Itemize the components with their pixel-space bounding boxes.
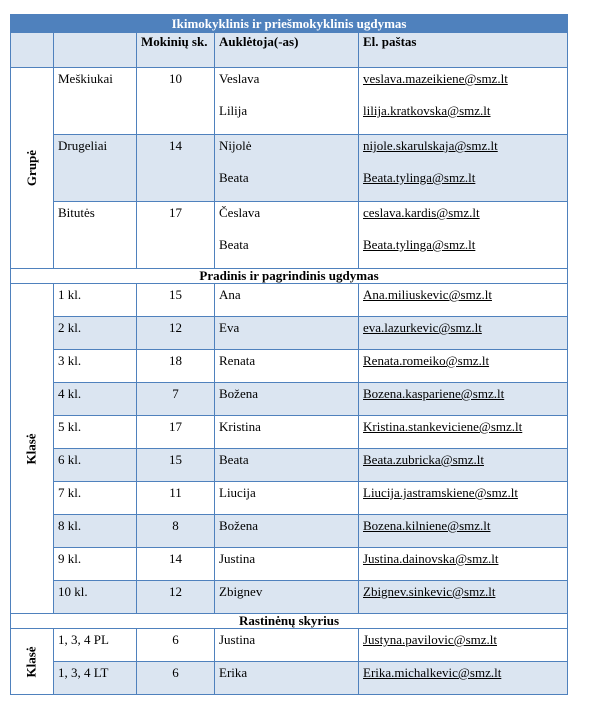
email-cell <box>359 449 568 482</box>
group-side-label <box>11 68 54 269</box>
student-count: 8 <box>137 515 215 548</box>
table-row <box>11 202 568 269</box>
student-count: 6 <box>137 662 215 695</box>
student-count: 11 <box>137 482 215 515</box>
email-cell <box>359 383 568 416</box>
email-cell <box>359 350 568 383</box>
table-row <box>11 662 568 695</box>
student-count: 12 <box>137 317 215 350</box>
table-row <box>11 383 568 416</box>
table-header-row <box>11 33 568 68</box>
class-name: 3 kl. <box>54 350 137 383</box>
table-row <box>11 482 568 515</box>
email-line <box>363 237 563 252</box>
section-title-text: Ikimokyklinis ir priešmokyklinis ugdymas <box>11 15 568 33</box>
email-link[interactable]: Zbignev.sinkevic@smz.lt <box>363 584 496 599</box>
class-name: 1 kl. <box>54 284 137 317</box>
table-row <box>11 416 568 449</box>
class-name: 9 kl. <box>54 548 137 581</box>
email-cell <box>359 135 568 202</box>
group-name: Bitutės <box>54 202 137 269</box>
section-title-text: Rastinėnų skyrius <box>11 614 568 629</box>
email-link[interactable]: Justina.dainovska@smz.lt <box>363 551 499 566</box>
email-link[interactable]: nijole.skarulskaja@smz.lt <box>363 138 498 153</box>
class-name: 4 kl. <box>54 383 137 416</box>
email-cell <box>359 284 568 317</box>
email-cell <box>359 629 568 662</box>
student-count: 14 <box>137 135 215 202</box>
table-row <box>11 68 568 135</box>
email-link[interactable]: lilija.kratkovska@smz.lt <box>363 103 491 118</box>
email-link[interactable]: Beata.zubricka@smz.lt <box>363 452 484 467</box>
teacher-name: Ana <box>215 284 359 317</box>
teacher-name: Česlava <box>219 205 261 220</box>
teacher-name: Beata <box>215 449 359 482</box>
class-side-label <box>11 284 54 614</box>
class-name: 2 kl. <box>54 317 137 350</box>
email-link[interactable]: Kristina.stankeviciene@smz.lt <box>363 419 523 434</box>
email-link[interactable]: Liucija.jastramskiene@smz.lt <box>363 485 518 500</box>
email-cell <box>359 202 568 269</box>
class-name: 7 kl. <box>54 482 137 515</box>
email-cell <box>359 482 568 515</box>
table-row <box>11 581 568 614</box>
email-line <box>363 205 563 237</box>
student-count: 7 <box>137 383 215 416</box>
teacher-name: Božena <box>215 515 359 548</box>
email-line <box>363 71 563 103</box>
header-students: Mokinių sk. <box>137 33 215 68</box>
student-count: 15 <box>137 449 215 482</box>
side-label: Grupė <box>24 149 39 187</box>
table-row <box>11 629 568 662</box>
teacher-name: Lilija <box>219 103 248 118</box>
table-row <box>11 515 568 548</box>
teacher-cell <box>215 135 359 202</box>
student-count: 15 <box>137 284 215 317</box>
email-cell <box>359 68 568 135</box>
teacher-name: Božena <box>215 383 359 416</box>
student-count: 10 <box>137 68 215 135</box>
email-cell <box>359 581 568 614</box>
student-count: 18 <box>137 350 215 383</box>
student-count: 17 <box>137 416 215 449</box>
header-email: El. paštas <box>359 33 568 68</box>
teacher-name: Justina <box>215 548 359 581</box>
teacher-name: Renata <box>215 350 359 383</box>
teacher-name: Beata <box>219 237 249 252</box>
student-count: 12 <box>137 581 215 614</box>
teacher-name: Veslava <box>219 71 260 86</box>
side-label: Klasė <box>24 645 39 678</box>
student-count: 14 <box>137 548 215 581</box>
email-link[interactable]: Beata.tylinga@smz.lt <box>363 170 476 185</box>
class-name: 5 kl. <box>54 416 137 449</box>
email-cell <box>359 548 568 581</box>
email-link[interactable]: eva.lazurkevic@smz.lt <box>363 320 482 335</box>
class-name: 6 kl. <box>54 449 137 482</box>
student-count: 17 <box>137 202 215 269</box>
group-name: Meškiukai <box>54 68 137 135</box>
email-cell <box>359 662 568 695</box>
email-link[interactable]: Bozena.kilniene@smz.lt <box>363 518 491 533</box>
class-name: 1, 3, 4 PL <box>54 629 137 662</box>
group-name: Drugeliai <box>54 135 137 202</box>
table-row <box>11 449 568 482</box>
email-link[interactable]: Bozena.kaspariene@smz.lt <box>363 386 505 401</box>
email-line <box>363 138 563 170</box>
teacher-cell <box>215 202 359 269</box>
branch-side-label <box>11 629 54 695</box>
section-title-text: Pradinis ir pagrindinis ugdymas <box>11 269 568 284</box>
teacher-name: Liucija <box>215 482 359 515</box>
section-title-preschool <box>11 15 568 33</box>
email-link[interactable]: Renata.romeiko@smz.lt <box>363 353 490 368</box>
header-teacher: Auklėtoja(-as) <box>215 33 359 68</box>
teacher-cell <box>215 68 359 135</box>
teacher-name: Erika <box>215 662 359 695</box>
teacher-name: Beata <box>219 170 249 185</box>
email-cell <box>359 416 568 449</box>
header-group <box>54 33 137 68</box>
email-line <box>363 103 563 118</box>
class-name: 8 kl. <box>54 515 137 548</box>
teacher-name: Kristina <box>215 416 359 449</box>
teacher-name: Nijolė <box>219 138 252 153</box>
teacher-name: Zbignev <box>215 581 359 614</box>
table-row <box>11 317 568 350</box>
table-row <box>11 548 568 581</box>
email-link[interactable]: Ana.miliuskevic@smz.lt <box>363 287 492 302</box>
table-row <box>11 284 568 317</box>
table-row <box>11 350 568 383</box>
email-link[interactable]: Beata.tylinga@smz.lt <box>363 237 476 252</box>
student-count: 6 <box>137 629 215 662</box>
teacher-name: Eva <box>215 317 359 350</box>
header-blank <box>11 33 54 68</box>
table-row <box>11 135 568 202</box>
section-title-primary <box>11 269 568 284</box>
email-line <box>363 170 563 185</box>
email-link[interactable]: veslava.mazeikiene@smz.lt <box>363 71 508 86</box>
email-cell <box>359 515 568 548</box>
section-title-branch <box>11 614 568 629</box>
class-name: 10 kl. <box>54 581 137 614</box>
class-name: 1, 3, 4 LT <box>54 662 137 695</box>
email-link[interactable]: ceslava.kardis@smz.lt <box>363 205 480 220</box>
teacher-name: Justina <box>215 629 359 662</box>
class-teachers-table <box>10 14 568 695</box>
email-link[interactable]: Justyna.pavilovic@smz.lt <box>363 632 498 647</box>
email-cell <box>359 317 568 350</box>
email-link[interactable]: Erika.michalkevic@smz.lt <box>363 665 502 680</box>
side-label: Klasė <box>24 432 39 465</box>
